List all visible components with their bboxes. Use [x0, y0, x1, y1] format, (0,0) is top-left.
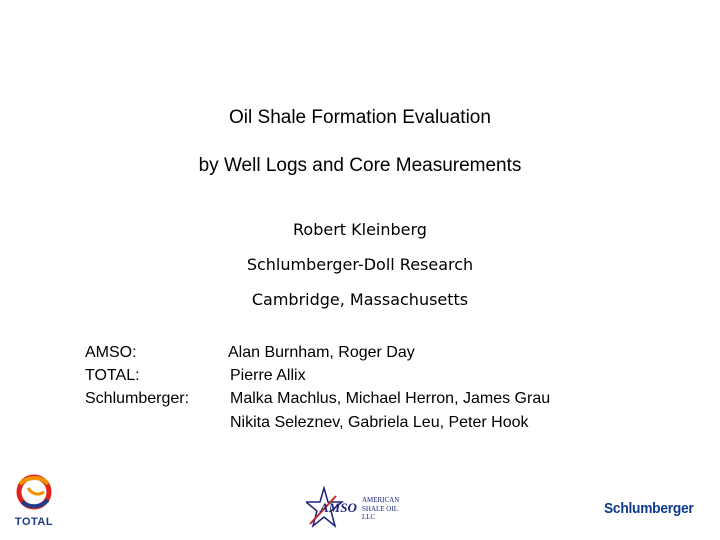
- amso-logo-line-1: AMERICAN: [362, 496, 400, 504]
- amso-logo-text: [362, 496, 399, 522]
- contributor-org-total: TOTAL:: [85, 367, 140, 384]
- title-line-1: Oil Shale Formation Evaluation: [229, 107, 491, 128]
- contributor-names-total: Pierre Allix: [230, 367, 306, 384]
- total-logo-icon: [8, 470, 60, 516]
- amso-logo: [306, 486, 416, 534]
- schlumberger-logo: Schlumberger: [604, 500, 694, 517]
- contributor-names-schlumberger: Malka Machlus, Michael Herron, James Grau: [230, 390, 551, 407]
- contributor-names-schlumberger-continued: Nikita Seleznev, Gabriela Leu, Peter Hook: [230, 414, 529, 431]
- author-organization: Schlumberger-Doll Research: [246, 255, 474, 274]
- author-name: Robert Kleinberg: [293, 220, 427, 239]
- amso-logo-mark: AMSO: [320, 500, 357, 515]
- title-line-2: by Well Logs and Core Measurements: [198, 155, 522, 176]
- total-logo-text: TOTAL: [14, 516, 54, 528]
- contributor-names-amso: Alan Burnham, Roger Day: [228, 344, 415, 361]
- author-location: Cambridge, Massachusetts: [251, 290, 469, 309]
- contributor-org-schlumberger: Schlumberger:: [85, 390, 190, 407]
- amso-logo-line-3: LLC: [362, 513, 376, 521]
- amso-logo-line-2: SHALE OIL: [362, 504, 398, 513]
- contributor-org-amso: AMSO:: [85, 344, 137, 361]
- total-logo: [8, 470, 60, 534]
